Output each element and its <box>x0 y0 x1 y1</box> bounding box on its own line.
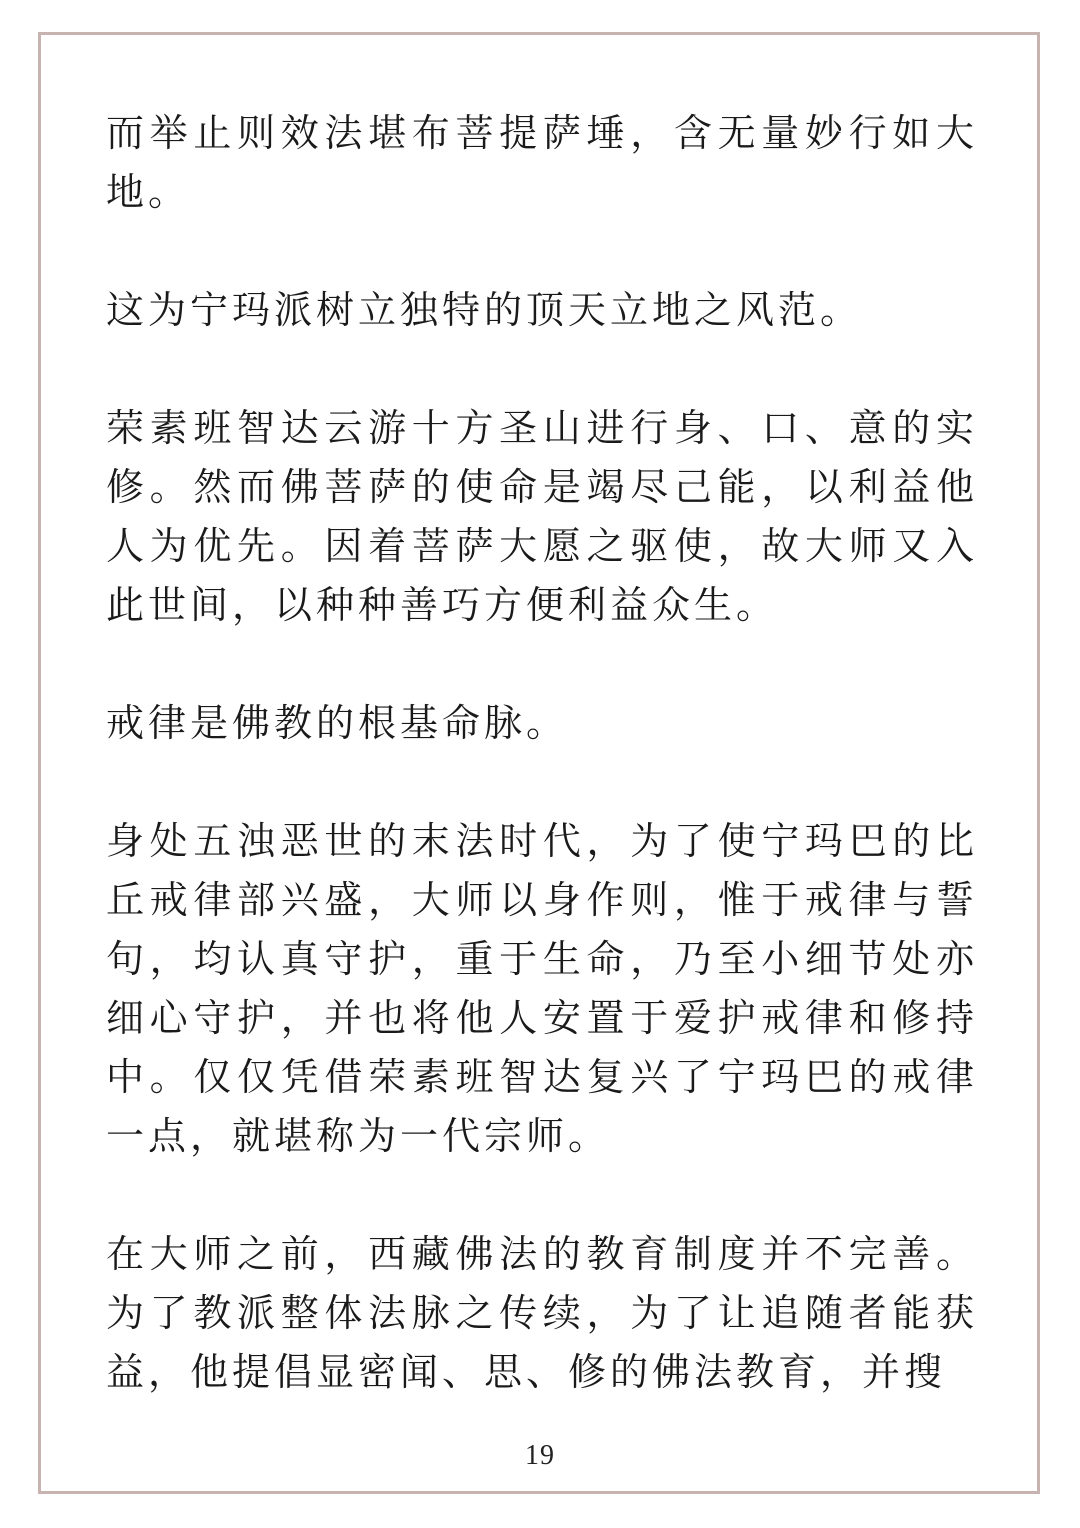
body-text <box>106 104 978 1461</box>
paragraph-5: 身处五浊恶世的末法时代，为了使宁玛巴的比丘戒律部兴盛，大师以身作则，惟于戒律与誓句，均认真守护，重于生命，乃至小细节处亦细心守护，并也将他人安置于爱护戒律和修持中。仅仅凭借荣素班智达复兴了宁玛巴的戒律一点，就堪称为一代宗师。 <box>106 819 978 1158</box>
paragraph-6: 在大师之前，西藏佛法的教育制度并不完善。为了教派整体法脉之传续，为了让追随者能获益，他提倡显密闻、思、修的佛法教育，并搜 <box>106 1232 978 1394</box>
paragraph-2: 这为宁玛派树立独特的顶天立地之风范。 <box>106 288 863 332</box>
paragraph-3: 荣素班智达云游十方圣山进行身、口、意的实修。然而佛菩萨的使命是竭尽己能，以利益他人为优先。因着菩萨大愿之驱使，故大师又入此世间，以种种善巧方便利益众生。 <box>106 406 978 627</box>
paragraph-4: 戒律是佛教的根基命脉。 <box>106 701 569 745</box>
paragraph-1: 而举止则效法堪布菩提萨埵，含无量妙行如大地。 <box>106 111 978 214</box>
page-number: 19 <box>525 1440 555 1471</box>
